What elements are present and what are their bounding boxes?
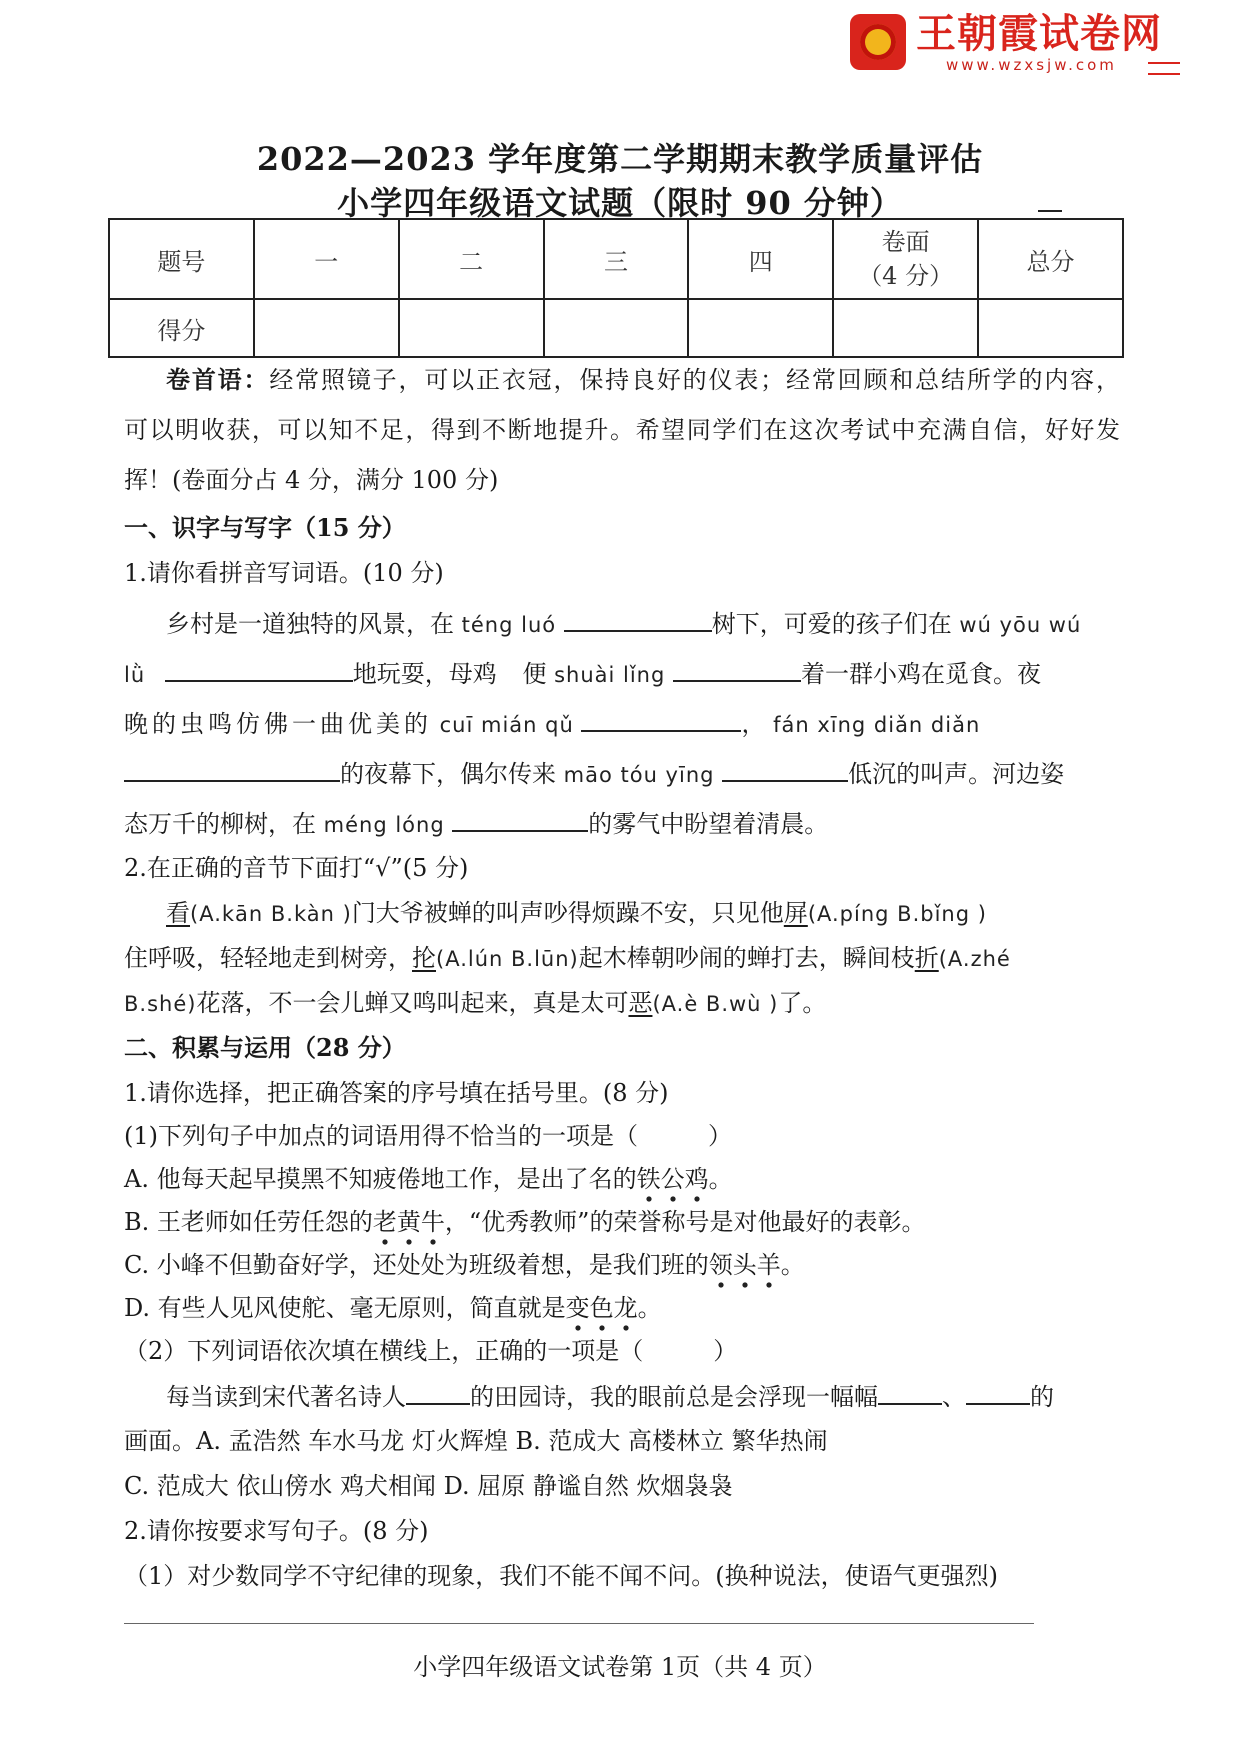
score-row-label: 得分 [109,299,254,357]
syllable-options[interactable]: (A.píng B.bǐng ) [807,902,987,926]
score-input-cell[interactable] [833,299,978,357]
score-header-cell: 二 [399,219,544,299]
question-prompt: 1.请你看拼音写词语。(10 分) [124,559,444,587]
score-header-text: 卷面 [881,228,930,256]
passage-text: 便 [522,660,547,688]
fill-text: 、 [942,1383,966,1411]
dotted-word: 老黄牛 [373,1208,445,1246]
passage-text: 着一群小鸡在觅食。夜 [800,660,1041,688]
option-b [124,1207,925,1237]
target-char: 抡 [412,944,436,972]
pinyin: cuī mián qǔ [439,713,574,737]
target-char: 屏 [783,899,808,927]
pinyin: wú yōu wú [959,613,1082,637]
sub-question-text: （2）下列词语依次填在横线上，正确的一项是（ [124,1337,644,1365]
option-c [124,1250,805,1280]
sub-question: （1）对少数同学不守纪律的现象，我们不能不闻不问。(换种说法，使语气更强烈) [124,1562,998,1590]
passage-line [124,808,828,840]
score-input-cell[interactable] [978,299,1123,357]
watermark-logo [850,12,1180,74]
dotted-word: 变色龙 [566,1294,638,1332]
score-header-cell: 四 [688,219,833,299]
exam-subtitle: 小学四年级语文试题（限时 90 分钟） [337,184,903,222]
preface-label: 卷首语： [166,365,270,394]
pinyin: téng luó [461,613,557,637]
passage-text: 花落，不一会儿蝉又鸣叫起来，真是太可 [196,989,629,1017]
preface-line [166,365,1120,395]
pinyin: shuài lǐng [554,663,666,687]
passage-text: 乡村是一道独特的风景，在 [166,610,454,638]
sub-question-text: (1)下列句子中加点的词语用得不恰当的一项是（ [124,1122,638,1150]
target-char: 看 [166,899,190,927]
pinyin: méng lóng [323,813,445,837]
logo-url: www.wzxsjw.com [946,56,1117,74]
score-header-cell: 总分 [978,219,1123,299]
syllable-options[interactable]: (A.kān B.kàn ) [190,902,352,926]
sub-question [124,1121,732,1151]
passage-line [124,658,1041,690]
passage-text: 地玩耍，母鸡 [352,660,497,688]
pinyin: lǜ [124,663,146,687]
passage-text: 的雾气中盼望着清晨。 [588,810,829,838]
passage-text: 住呼吸，轻轻地走到树旁， [124,944,412,972]
score-input-cell[interactable] [254,299,399,357]
passage-line [124,758,1064,790]
fill-text: 的 [1030,1383,1054,1411]
answer-blank[interactable] [581,708,741,732]
passage-text: 树下，可爱的孩子们在 [711,610,952,638]
sub-question-text: ） [708,1122,732,1150]
target-char: 恶 [628,989,653,1017]
page-footer: 小学四年级语文试卷第 1页（共 4 页） [413,1653,827,1681]
passage-text: 门大爷被蝉的叫声吵得烦躁不安，只见他 [351,899,784,927]
score-header-text: （4 分） [858,262,954,290]
answer-blank[interactable] [878,1381,942,1405]
passage-text: 态万千的柳树，在 [124,810,316,838]
preface-line: 可以明收获，可以知不足，得到不断地提升。希望同学们在这次考试中充满自信，好好发 [124,416,1120,444]
footer-divider [124,1623,1034,1624]
target-char: 折 [914,944,939,972]
score-header-cell: 一 [254,219,399,299]
score-input-cell[interactable] [688,299,833,357]
score-input-cell[interactable] [399,299,544,357]
sub-question-text: ） [713,1337,738,1365]
score-header-cell: 题号 [109,219,254,299]
answer-blank[interactable] [966,1381,1030,1405]
choice-line: C. 范成大 依山傍水 鸡犬相闻 D. 屈原 静谧自然 炊烟袅袅 [124,1472,733,1500]
option-text: 。 [708,1165,733,1193]
score-table [108,218,1124,358]
answer-blank[interactable] [564,608,712,632]
fill-text: 的田园诗，我的眼前总是会浮现一幅幅 [470,1383,878,1411]
option-text: D. 有些人见风使舵、毫无原则，简直就是 [124,1294,566,1322]
syllable-options[interactable]: (A.lún B.lūn) [436,947,579,971]
option-text: A. 他每天起早摸黑不知疲倦地工作，是出了名的 [124,1165,637,1193]
logo-emblem-icon [850,14,906,70]
fill-text: 每当读到宋代著名诗人 [166,1383,406,1411]
answer-blank[interactable] [406,1381,470,1405]
question-prompt: 1.请你选择，把正确答案的序号填在括号里。(8 分) [124,1079,669,1107]
question-prompt: 2.在正确的音节下面打“√”(5 分) [124,854,469,882]
preface-line: 挥！(卷面分占 4 分，满分 100 分) [124,466,499,494]
option-text: B. 王老师如任劳任怨的 [124,1208,373,1236]
score-header-cell: 三 [544,219,689,299]
pinyin: māo tóu yīng [563,763,715,787]
answer-blank[interactable] [673,658,801,682]
exam-title: 2022—2023 学年度第二学期期末教学质量评估 [256,140,984,178]
logo-decoration-lines [1148,62,1180,75]
answer-blank[interactable] [722,758,848,782]
option-text: ，“优秀教师”的荣誉称号是对他最好的表彰。 [444,1208,926,1236]
preface-text: 经常照镜子，可以正衣冠，保持良好的仪表；经常回顾和总结所学的内容， [269,366,1121,394]
question-prompt: 2.请你按要求写句子。(8 分) [124,1517,429,1545]
section-heading: 一、识字与写字（15 分） [124,513,406,542]
passage-text: 低沉的叫声。河边姿 [848,760,1065,788]
corner-mark [1038,210,1062,212]
score-header-cell [833,219,978,299]
passage-text: 了。 [778,989,827,1017]
passage-line [166,898,987,929]
option-a [124,1164,733,1194]
choice-line: 画面。A. 孟浩然 车水马龙 灯火辉煌 B. 范成大 高楼林立 繁华热闹 [124,1427,828,1455]
passage-line [124,988,826,1019]
passage-text: 的夜幕下，偶尔传来 [340,760,556,788]
fill-line [166,1381,1054,1412]
passage-text: ， [741,710,766,738]
answer-blank[interactable] [124,758,340,782]
option-text: C. 小峰不但勤奋好学，还处处为班级着想，是我们班的 [124,1251,709,1279]
option-text: 。 [637,1294,662,1322]
option-d [124,1293,662,1323]
answer-blank[interactable] [452,808,588,832]
logo-name: 王朝霞试卷网 [916,11,1162,57]
passage-text: 晚的虫鸣仿佛一曲优美的 [124,710,432,738]
syllable-options[interactable]: (A.zhé [938,947,1011,971]
dotted-word: 领头羊 [709,1251,781,1289]
passage-line [124,943,1011,974]
sub-question [124,1336,737,1366]
syllable-options[interactable]: (A.è B.wù ) [652,992,779,1016]
dotted-word: 铁公鸡 [637,1165,709,1203]
section-heading: 二、积累与运用（28 分） [124,1033,406,1062]
pinyin: fán xīng diǎn diǎn [773,713,981,737]
option-text: 。 [780,1251,805,1279]
passage-line [166,608,1081,640]
score-input-cell[interactable] [544,299,689,357]
passage-line [124,708,980,740]
syllable-options[interactable]: B.shé) [124,992,197,1016]
answer-blank[interactable] [165,658,353,682]
passage-text: 起木棒朝吵闹的蝉打去，瞬间枝 [578,944,915,972]
